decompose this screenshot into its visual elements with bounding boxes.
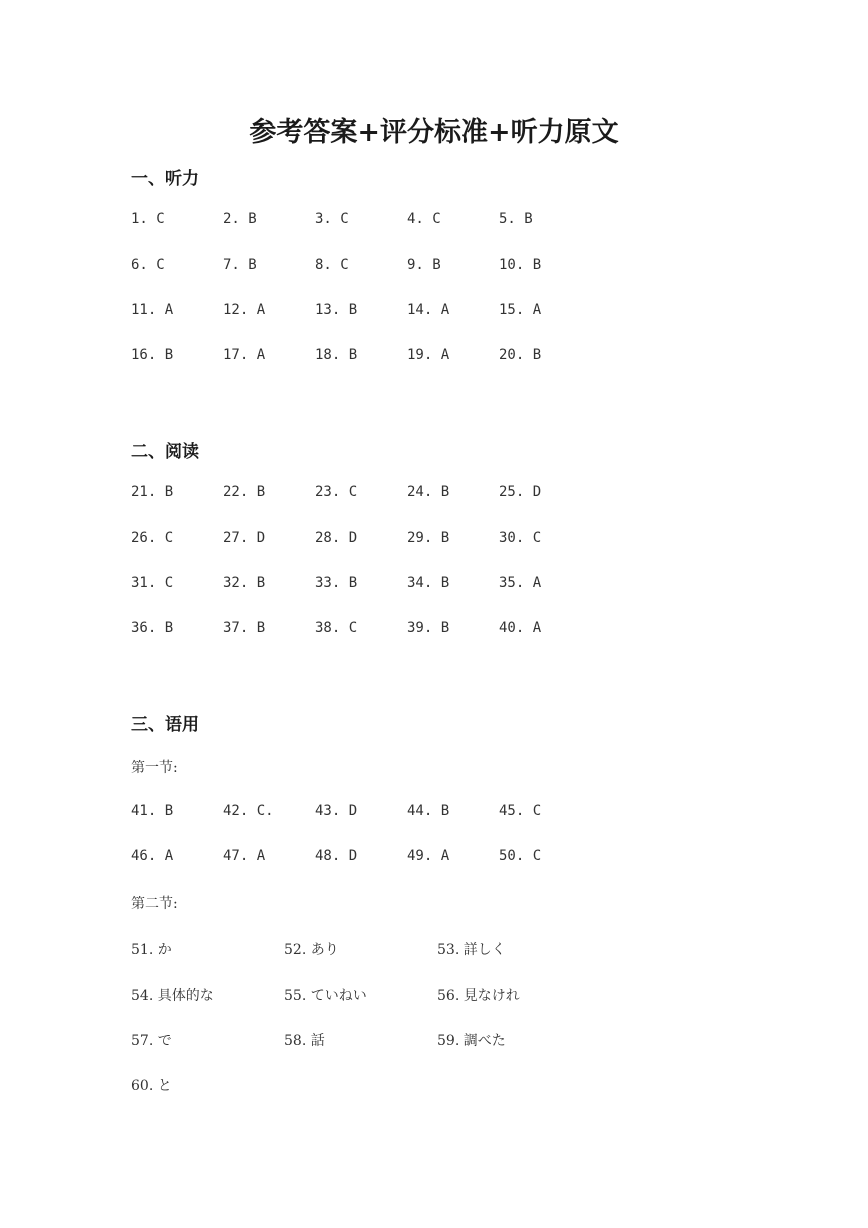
answer-item: 18. B bbox=[315, 347, 358, 363]
answer-item: 55. ていねい bbox=[284, 988, 367, 1004]
answer-item: 3. C bbox=[315, 211, 349, 227]
answer-row bbox=[0, 803, 868, 823]
answer-item: 50. C bbox=[499, 848, 542, 864]
answer-item: 59. 調べた bbox=[437, 1033, 506, 1049]
answer-item: 49. A bbox=[407, 848, 450, 864]
answer-row bbox=[0, 257, 868, 277]
answer-item: 20. B bbox=[499, 347, 542, 363]
answer-row bbox=[0, 530, 868, 550]
answer-row bbox=[0, 484, 868, 504]
answer-item: 4. C bbox=[407, 211, 441, 227]
answer-item: 34. B bbox=[407, 575, 450, 591]
answer-item: 36. B bbox=[131, 620, 174, 636]
answer-item: 25. D bbox=[499, 484, 542, 500]
section-heading-listening: 一、听力 bbox=[131, 169, 199, 189]
answer-item: 48. D bbox=[315, 848, 358, 864]
answer-row bbox=[0, 1030, 868, 1050]
answer-item: 16. B bbox=[131, 347, 174, 363]
answer-item: 19. A bbox=[407, 347, 450, 363]
answer-row bbox=[0, 211, 868, 231]
answer-item: 45. C bbox=[499, 803, 542, 819]
answer-row bbox=[0, 1075, 868, 1095]
answer-item: 58. 話 bbox=[284, 1033, 325, 1049]
answer-item: 24. B bbox=[407, 484, 450, 500]
answer-item: 39. B bbox=[407, 620, 450, 636]
answer-item: 38. C bbox=[315, 620, 358, 636]
answer-row bbox=[0, 575, 868, 595]
answer-item: 10. B bbox=[499, 257, 542, 273]
answer-item: 1. C bbox=[131, 211, 165, 227]
answer-item: 33. B bbox=[315, 575, 358, 591]
answer-item: 35. A bbox=[499, 575, 542, 591]
answer-row bbox=[0, 347, 868, 367]
answer-item: 11. A bbox=[131, 302, 174, 318]
answer-item: 12. A bbox=[223, 302, 266, 318]
section-heading-reading: 二、阅读 bbox=[131, 442, 199, 462]
sub-heading-part-1: 第一节: bbox=[131, 760, 178, 776]
answer-item: 5. B bbox=[499, 211, 533, 227]
answer-item: 52. あり bbox=[284, 942, 339, 958]
answer-item: 30. C bbox=[499, 530, 542, 546]
section-heading-usage: 三、语用 bbox=[131, 715, 199, 735]
answer-row bbox=[0, 620, 868, 640]
answer-item: 32. B bbox=[223, 575, 266, 591]
answer-item: 42. C. bbox=[223, 803, 274, 819]
answer-item: 53. 詳しく bbox=[437, 942, 506, 958]
answer-item: 60. と bbox=[131, 1078, 172, 1094]
answer-item: 17. A bbox=[223, 347, 266, 363]
answer-item: 56. 見なけれ bbox=[437, 988, 520, 1004]
answer-item: 6. C bbox=[131, 257, 165, 273]
answer-item: 47. A bbox=[223, 848, 266, 864]
answer-item: 9. B bbox=[407, 257, 441, 273]
answer-item: 37. B bbox=[223, 620, 266, 636]
answer-item: 44. B bbox=[407, 803, 450, 819]
answer-item: 43. D bbox=[315, 803, 358, 819]
answer-item: 28. D bbox=[315, 530, 358, 546]
answer-item: 31. C bbox=[131, 575, 174, 591]
answer-item: 51. か bbox=[131, 942, 172, 958]
answer-row bbox=[0, 939, 868, 959]
answer-item: 54. 具体的な bbox=[131, 988, 214, 1004]
answer-item: 7. B bbox=[223, 257, 257, 273]
answer-item: 29. B bbox=[407, 530, 450, 546]
answer-item: 15. A bbox=[499, 302, 542, 318]
answer-row bbox=[0, 848, 868, 868]
page-title: 参考答案+评分标准+听力原文 bbox=[249, 117, 619, 148]
answer-item: 2. B bbox=[223, 211, 257, 227]
answer-item: 26. C bbox=[131, 530, 174, 546]
answer-item: 40. A bbox=[499, 620, 542, 636]
answer-item: 21. B bbox=[131, 484, 174, 500]
answer-item: 41. B bbox=[131, 803, 174, 819]
answer-row bbox=[0, 302, 868, 322]
answer-item: 27. D bbox=[223, 530, 266, 546]
answer-item: 57. で bbox=[131, 1033, 172, 1049]
answer-item: 8. C bbox=[315, 257, 349, 273]
answer-item: 46. A bbox=[131, 848, 174, 864]
sub-heading-part-2: 第二节: bbox=[131, 896, 178, 912]
answer-item: 13. B bbox=[315, 302, 358, 318]
answer-row bbox=[0, 985, 868, 1005]
answer-item: 22. B bbox=[223, 484, 266, 500]
answer-item: 14. A bbox=[407, 302, 450, 318]
answer-item: 23. C bbox=[315, 484, 358, 500]
